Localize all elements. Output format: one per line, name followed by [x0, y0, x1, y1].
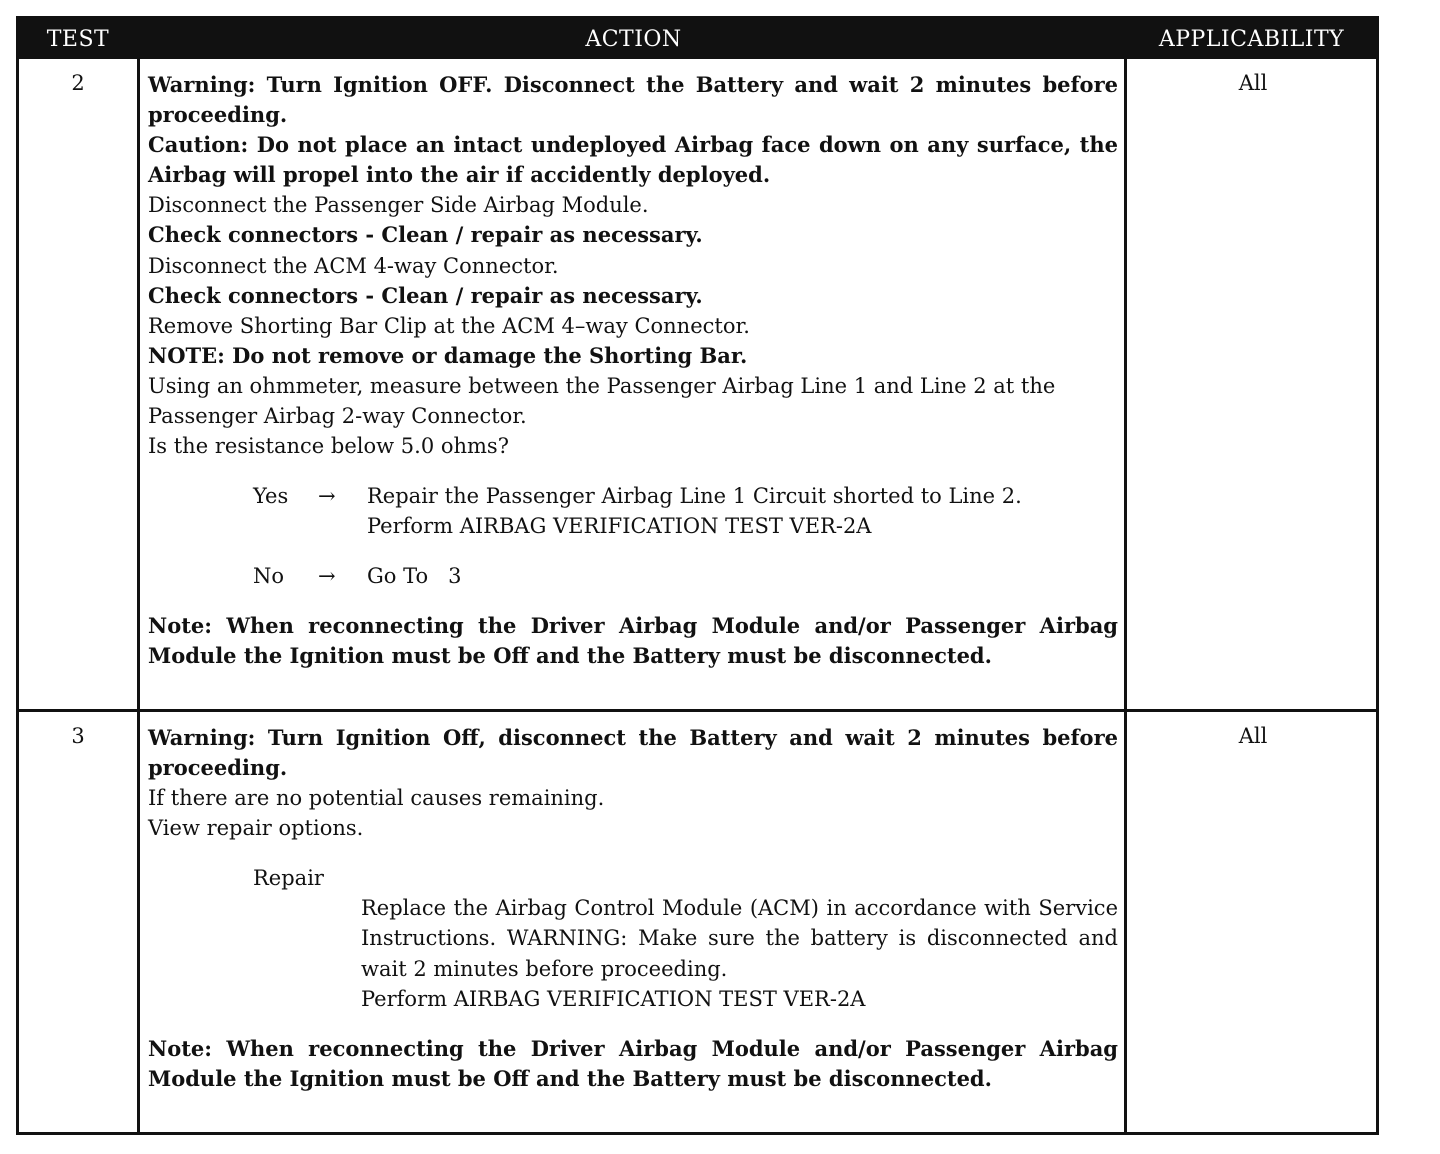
column-divider: [137, 59, 140, 1132]
yes-branch: [148, 481, 1118, 511]
step-text: Using an ohmmeter, measure between the Passenger Airbag Line 1 and Line 2 at the Passenger Airbag 2-way Connector.: [148, 373, 1056, 429]
yes-branch-continued: [148, 511, 1118, 541]
yes-label: Yes: [253, 484, 289, 509]
no-result: Go To 3: [367, 564, 462, 589]
check-text: Check connectors - Clean / repair as necessary.: [148, 282, 703, 308]
header-applicability: APPLICABILITY: [1158, 27, 1345, 52]
row-divider: [19, 709, 1376, 712]
arrow-icon: →: [318, 564, 336, 589]
action-cell-test-3: [148, 723, 1118, 1094]
note-text: NOTE: Do not remove or damage the Shorting Bar.: [148, 342, 748, 368]
header-test: TEST: [46, 27, 110, 52]
applicability-value: All: [1238, 71, 1268, 95]
applicability-value: All: [1238, 724, 1268, 748]
action-cell-test-2: [148, 70, 1118, 671]
repair-perform: Perform AIRBAG VERIFICATION TEST VER-2A: [361, 986, 866, 1011]
test-number: 2: [71, 71, 85, 95]
table-header: [19, 19, 1376, 59]
step-text: Disconnect the ACM 4-way Connector.: [148, 253, 559, 278]
repair-label: Repair: [253, 866, 324, 891]
question-text: Is the resistance below 5.0 ohms?: [148, 434, 509, 459]
warning-text: Warning: Turn Ignition Off, disconnect the Battery and wait 2 minutes before proceeding.: [148, 725, 1118, 781]
warning-text: Warning: Turn Ignition OFF. Disconnect the Battery and wait 2 minutes before proceeding.: [148, 72, 1118, 128]
no-label: No: [253, 564, 285, 589]
reconnect-note: Note: When reconnecting the Driver Airbag Module and/or Passenger Airbag Module the Ignition must be Off and the Battery must be disconnected.: [148, 613, 1118, 669]
reconnect-note: Note: When reconnecting the Driver Airbag Module and/or Passenger Airbag Module the Ignition must be Off and the Battery must be disconnected.: [148, 1035, 1118, 1091]
caution-text: Caution: Do not place an intact undeployed Airbag face down on any surface, the Airbag will propel into the air if accidently deployed.: [148, 132, 1118, 188]
yes-result-perform: Perform AIRBAG VERIFICATION TEST VER-2A: [367, 514, 872, 539]
step-text: Disconnect the Passenger Side Airbag Module.: [148, 193, 649, 218]
diagnostic-table: [16, 16, 1379, 1135]
column-divider: [1124, 59, 1127, 1132]
no-branch: [148, 561, 1118, 591]
check-text: Check connectors - Clean / repair as necessary.: [148, 222, 703, 248]
arrow-icon: →: [318, 484, 336, 509]
test-number: 3: [71, 724, 85, 748]
step-text: View repair options.: [148, 816, 364, 841]
header-action: ACTION: [585, 27, 682, 52]
repair-text: Replace the Airbag Control Module (ACM) in accordance with Service Instructions. WARNING: Make sure the battery is disconnected and wait 2 minutes before proceeding.: [361, 896, 1118, 981]
yes-result: Repair the Passenger Airbag Line 1 Circuit shorted to Line 2.: [367, 484, 1022, 509]
step-text: If there are no potential causes remaining.: [148, 786, 605, 811]
step-text: Remove Shorting Bar Clip at the ACM 4–way Connector.: [148, 313, 750, 338]
